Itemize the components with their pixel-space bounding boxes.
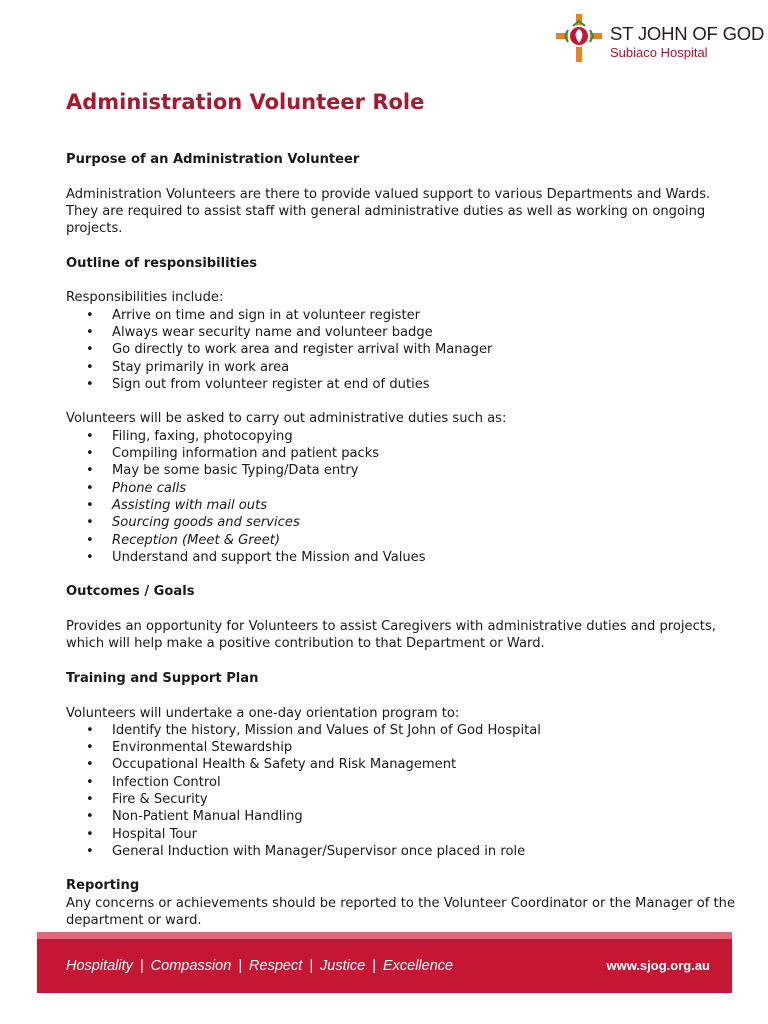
hospital-logo	[556, 14, 765, 66]
footer-stripe	[37, 932, 732, 939]
logo-subtitle: Subiaco Hospital	[610, 45, 708, 60]
document-body	[66, 151, 746, 929]
outcomes-heading: Outcomes / Goals	[66, 584, 195, 600]
separator: |	[309, 958, 314, 974]
list-item: • General Induction with Manager/Supervisor once placed in role	[66, 843, 746, 860]
cross-emblem-icon	[556, 14, 602, 62]
value-compassion: Compassion	[150, 958, 232, 974]
values-strip	[66, 958, 453, 974]
list-item: • Always wear security name and volunteer badge	[66, 324, 746, 341]
website-link[interactable]: www.sjog.org.au	[606, 958, 710, 973]
list-item: • Reception (Meet & Greet)	[66, 532, 746, 549]
reporting-heading: Reporting	[66, 878, 140, 894]
list-item: • Fire & Security	[66, 791, 746, 808]
list-item: • Environmental Stewardship	[66, 739, 746, 756]
list-item: • Assisting with mail outs	[66, 497, 746, 514]
value-excellence: Excellence	[382, 958, 454, 974]
list-item: • May be some basic Typing/Data entry	[66, 462, 746, 479]
list-item: • Sourcing goods and services	[66, 514, 746, 531]
list-item: • Sign out from volunteer register at end of duties	[66, 376, 746, 393]
list-item: • Hospital Tour	[66, 826, 746, 843]
list-item: • Understand and support the Mission and Values	[66, 549, 746, 566]
separator: |	[372, 958, 376, 974]
footer-banner	[37, 932, 732, 993]
page-title: Administration Volunteer Role	[66, 90, 425, 114]
value-justice: Justice	[320, 958, 366, 974]
duties-list	[66, 428, 746, 566]
list-item: • Identify the history, Mission and Values of St John of God Hospital	[66, 722, 746, 739]
reporting-text: Any concerns or achievements should be reported to the Volunteer Coordinator or the Manager of the department or ward.	[66, 895, 736, 929]
value-respect: Respect	[249, 958, 303, 974]
training-heading: Training and Support Plan	[66, 670, 259, 686]
training-intro: Volunteers will undertake a one-day orientation program to:	[66, 705, 460, 721]
list-item: • Stay primarily in work area	[66, 359, 746, 376]
training-list	[66, 722, 746, 860]
list-item: • Compiling information and patient packs	[66, 445, 746, 462]
responsibilities-intro: Responsibilities include:	[66, 290, 224, 306]
logo-name: ST JOHN OF GOD	[610, 23, 765, 44]
value-hospitality: Hospitality	[66, 958, 133, 974]
list-item: • Infection Control	[66, 774, 746, 791]
list-item: • Phone calls	[66, 480, 746, 497]
list-item: • Filing, faxing, photocopying	[66, 428, 746, 445]
list-item: • Non-Patient Manual Handling	[66, 808, 746, 825]
purpose-text: Administration Volunteers are there to provide valued support to various Departments and Wards. They are required to assist staff with general administrative duties as well as working on ongoing projects.	[66, 186, 711, 237]
separator: |	[139, 958, 144, 974]
separator: |	[238, 958, 243, 974]
outcomes-text: Provides an opportunity for Volunteers to assist Caregivers with administrative duties and projects, which will help make a positive contribution to that Department or Ward.	[66, 619, 716, 652]
list-item: • Go directly to work area and register arrival with Manager	[66, 341, 746, 358]
list-item: • Occupational Health & Safety and Risk Management	[66, 756, 746, 773]
responsibilities-list	[66, 307, 746, 393]
outline-heading: Outline of responsibilities	[66, 255, 258, 271]
duties-intro: Volunteers will be asked to carry out administrative duties such as:	[66, 411, 507, 427]
list-item: • Arrive on time and sign in at volunteer register	[66, 307, 746, 324]
purpose-heading: Purpose of an Administration Volunteer	[66, 152, 360, 167]
